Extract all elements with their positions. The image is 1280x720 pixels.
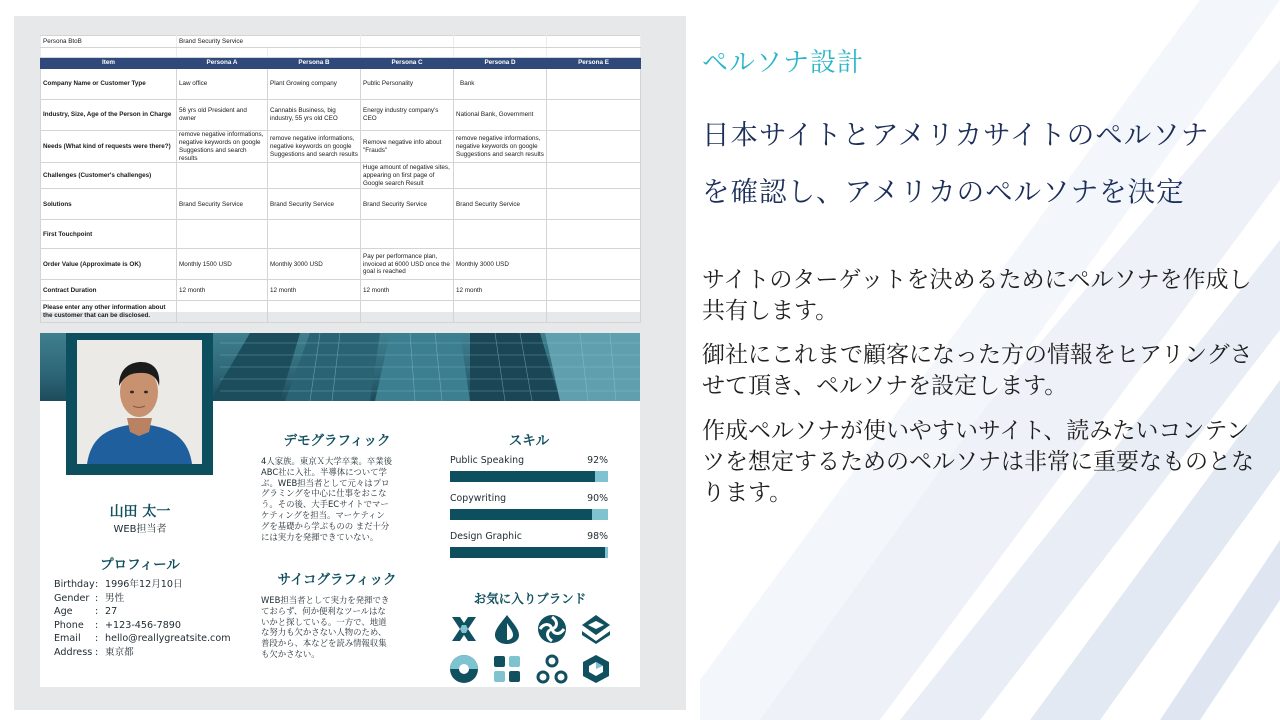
- skill-name: Public Speaking: [450, 455, 525, 466]
- profile-value: 東京都: [105, 646, 134, 658]
- sheet-cell: Remove negative info about "Frauds": [361, 131, 454, 163]
- demographic-line: には実力を発揮できていない。: [261, 531, 379, 542]
- profile-sep: :: [95, 606, 99, 618]
- persona-card: [40, 333, 640, 687]
- sheet-cell: [547, 189, 641, 220]
- skill-item: [450, 455, 608, 482]
- profile-key: Phone: [54, 619, 84, 631]
- sheet-cell: [454, 301, 547, 323]
- sheet-header-cell: Persona D: [454, 58, 547, 69]
- profile-key: Address: [54, 646, 93, 658]
- demographic-line: ABC社に入社。半導体について学: [261, 466, 387, 477]
- sheet-cell: Brand Security Service: [177, 189, 268, 220]
- sheet-item-cell: First Touchpoint: [41, 220, 177, 249]
- sheet-top-left: Persona BtoB: [41, 36, 177, 48]
- sheet-cell: [268, 301, 361, 323]
- profile-sep: :: [95, 646, 99, 658]
- sheet-row: [41, 163, 641, 189]
- profile-row: [54, 605, 231, 619]
- profile-row: [54, 632, 231, 646]
- sheet-item-cell: Industry, Size, Age of the Person in Charge: [41, 100, 177, 131]
- slide-paragraph: サイトのターゲットを決めるためにペルソナを作成し共有します。: [702, 267, 1252, 324]
- psychographic-line: ておらず、何か便利なツールはな: [261, 605, 386, 616]
- persona-spreadsheet: [40, 35, 640, 319]
- sheet-row: [41, 301, 641, 323]
- sheet-row: [41, 189, 641, 220]
- sheet-row: [41, 131, 641, 163]
- profile-value: 1996年12月10日: [105, 579, 183, 590]
- persona-name: 山田 太一: [109, 504, 171, 520]
- sheet-cell: 56 yrs old President and owner: [177, 100, 268, 131]
- sheet-cell: Monthly 3000 USD: [268, 249, 361, 280]
- psychographic-text: [261, 595, 433, 660]
- sheet-cell: [177, 301, 268, 323]
- triangle-knot-logo-icon: [536, 653, 568, 685]
- sheet-row: [41, 280, 641, 301]
- slide-heading-line: 日本サイトとアメリカサイトのペルソナ: [702, 119, 1210, 151]
- sheet-header-cell: Item: [41, 58, 177, 69]
- sheet-cell: Plant Growing company: [268, 69, 361, 100]
- slide-heading-line: を確認し、アメリカのペルソナを決定: [702, 176, 1185, 208]
- profile-value: 27: [105, 606, 118, 618]
- psychographic-line: も欠かさない。: [261, 648, 320, 659]
- half-circle-logo-icon: [448, 653, 480, 685]
- sheet-cell: Monthly 3000 USD: [454, 249, 547, 280]
- skill-bar-fill: [450, 547, 605, 558]
- sheet-cell: Monthly 1500 USD: [177, 249, 268, 280]
- diamond-layers-logo-icon: [580, 613, 612, 645]
- demographic-line: ケティングを担当。マーケティン: [261, 509, 385, 520]
- profile-list: [54, 578, 231, 660]
- four-squares-logo-icon: [491, 653, 523, 685]
- sheet-cell: 12 month: [361, 280, 454, 301]
- psychographic-line: WEB担当者として実力を発揮でき: [261, 595, 390, 605]
- sheet-row: [41, 100, 641, 131]
- sheet-cell: Brand Security Service: [268, 189, 361, 220]
- sheet-item-cell: Contract Duration: [41, 280, 177, 301]
- demographic-line: う。その後、大手ECサイトでマー: [261, 499, 389, 510]
- sheet-cell: [547, 280, 641, 301]
- sheet-cell: [177, 220, 268, 249]
- slide-title: ペルソナ設計: [702, 48, 865, 78]
- demographic-title: デモグラフィック: [283, 433, 391, 449]
- sheet-item-cell: Company Name or Customer Type: [41, 69, 177, 100]
- sheet-cell: remove negative informations, negative keywords on google Suggestions and search results: [454, 131, 547, 163]
- sheet-cell: National Bank, Government: [454, 100, 547, 131]
- persona-role: WEB担当者: [113, 524, 167, 535]
- sheet-cell: [547, 69, 641, 100]
- sheet-item-cell: Order Value (Approximate is OK): [41, 249, 177, 280]
- sheet-cell: [547, 249, 641, 280]
- sheet-cell: [177, 163, 268, 189]
- skill-bar: [450, 547, 608, 558]
- skill-name: Copywriting: [450, 493, 507, 504]
- sheet-cell: Cannabis Business, big industry, 55 yrs old CEO: [268, 100, 361, 131]
- skill-bar: [450, 471, 608, 482]
- slide-paragraph: 御社にこれまで顧客になった方の情報をヒアリングさせて頂き、ペルソナを設定します。: [702, 342, 1253, 399]
- sheet-cell: [454, 163, 547, 189]
- profile-key: Birthday: [54, 579, 95, 590]
- sheet-top-right: Brand Security Service: [177, 36, 361, 48]
- slide-paragraph: 作成ペルソナが使いやすいサイト、読みたいコンテンツを想定するためのペルソナは非常に重要なものとなります。: [702, 418, 1254, 506]
- avatar-frame: [66, 333, 213, 475]
- profile-row: [54, 619, 231, 633]
- sheet-cell: Pay per performance plan, invoiced at 6000 USD once the goal is reached: [361, 249, 454, 280]
- sheet-cell: [361, 220, 454, 249]
- profile-value: 男性: [105, 592, 125, 604]
- avatar: [77, 340, 202, 464]
- skill-bar-fill: [450, 509, 592, 520]
- profile-sep: :: [95, 579, 99, 590]
- skills-title: スキル: [508, 433, 550, 449]
- psychographic-line: 普段から、本などを読み情報収集: [261, 638, 387, 649]
- sheet-header-cell: Persona A: [177, 58, 268, 69]
- droplet-logo-icon: [491, 613, 523, 645]
- sheet-item-cell: Please enter any other information about the customer that can be disclosed.: [41, 301, 177, 323]
- skill-percent: 90%: [587, 493, 608, 504]
- demographic-text: [261, 456, 433, 542]
- sheet-cell: [268, 163, 361, 189]
- sheet-cell: remove negative informations, negative keywords on google Suggestions and search results: [268, 131, 361, 163]
- sheet-row: [41, 69, 641, 100]
- sheet-header-row: [41, 58, 641, 69]
- profile-row: [54, 578, 231, 592]
- profile-key: Gender: [54, 592, 90, 604]
- slide-heading: [702, 107, 1272, 221]
- sheet-row: [41, 249, 641, 280]
- sheet-cell: [547, 163, 641, 189]
- sheet-cell: [547, 100, 641, 131]
- psychographic-line: な努力も欠かさない人物のため、: [261, 627, 387, 638]
- psychographic-title: サイコグラフィック: [277, 572, 397, 588]
- sheet-header-cell: Persona C: [361, 58, 454, 69]
- sheet-cell: 12 month: [268, 280, 361, 301]
- sheet-cell: Brand Security Service: [454, 189, 547, 220]
- profile-value: hello@reallygreatsite.com: [105, 633, 231, 645]
- sheet-cell: Law office: [177, 69, 268, 100]
- skill-bar-fill: [450, 471, 595, 482]
- skill-bar: [450, 509, 608, 520]
- sheet-cell: [547, 131, 641, 163]
- sheet-cell: [547, 301, 641, 323]
- demographic-line: グを基礎から学ぶものの まだ十分: [261, 520, 390, 531]
- demographic-line: グラミングを中心に仕事をおこな: [261, 488, 387, 499]
- sheet-cell: [361, 301, 454, 323]
- sheet-header-cell: Persona B: [268, 58, 361, 69]
- profile-sep: :: [95, 633, 99, 645]
- sheet-row: [41, 220, 641, 249]
- sheet-cell: Bank: [454, 69, 547, 100]
- sheet-header-cell: Persona E: [547, 58, 641, 69]
- skill-percent: 92%: [587, 455, 608, 466]
- sheet-item-cell: Solutions: [41, 189, 177, 220]
- profile-title: プロフィール: [100, 557, 180, 573]
- profile-row: [54, 592, 231, 606]
- profile-row: [54, 646, 231, 660]
- sheet-cell: Brand Security Service: [361, 189, 454, 220]
- brand-icons: [446, 613, 618, 685]
- skill-item: [450, 531, 608, 558]
- sheet-cell: [454, 220, 547, 249]
- skill-percent: 98%: [587, 531, 608, 542]
- sheet-cell: Huge amount of negative sites, appearing on first page of Google search Result: [361, 163, 454, 189]
- demographic-line: 4人家族。東京Ｘ大学卒業。卒業後: [261, 456, 392, 466]
- sheet-cell: 12 month: [454, 280, 547, 301]
- sheet-cell: Public Personality: [361, 69, 454, 100]
- demographic-line: ぶ。WEB担当者として元々はプロ: [261, 477, 390, 488]
- profile-sep: :: [95, 592, 99, 604]
- hexagon-logo-icon: [580, 653, 612, 685]
- sheet-item-cell: Needs (What kind of requests were there?): [41, 131, 177, 163]
- sheet-cell: Energy industry company's CEO: [361, 100, 454, 131]
- x-cross-logo-icon: [448, 613, 480, 645]
- profile-value: +123-456-7890: [105, 619, 182, 631]
- psychographic-line: いかと探している。一方で、地道: [261, 616, 387, 627]
- sheet-cell: 12 month: [177, 280, 268, 301]
- profile-sep: :: [95, 619, 99, 631]
- skill-item: [450, 493, 608, 520]
- sheet-cell: [547, 220, 641, 249]
- skill-name: Design Graphic: [450, 531, 522, 542]
- brands-title: お気に入りブランド: [473, 591, 587, 606]
- profile-key: Age: [54, 606, 73, 618]
- profile-key: Email: [54, 633, 81, 645]
- sheet-item-cell: Challenges (Customer's challenges): [41, 163, 177, 189]
- sheet-cell: [268, 220, 361, 249]
- sheet-cell: remove negative informations, negative keywords on google Suggestions and search results: [177, 131, 268, 163]
- swirl-logo-icon: [536, 613, 568, 645]
